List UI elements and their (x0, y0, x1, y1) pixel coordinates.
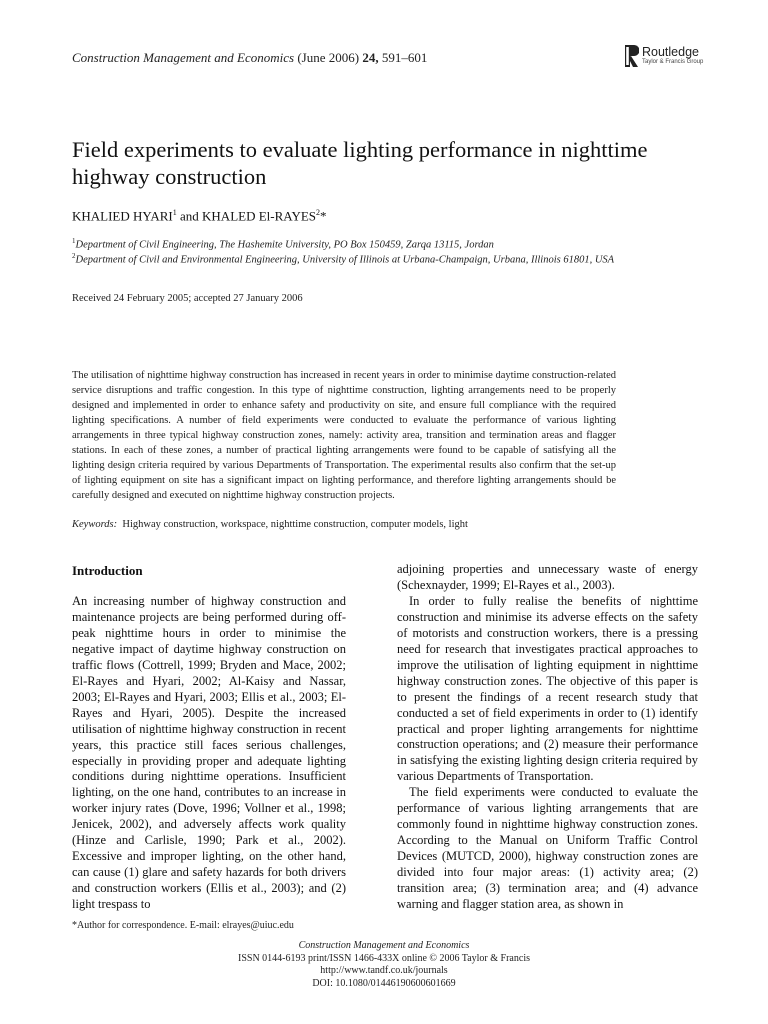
publisher-logo (624, 44, 734, 70)
journal-header (72, 50, 427, 66)
correspondence-footnote: *Author for correspondence. E-mail: elrayes@uiuc.edu (72, 920, 294, 931)
keywords-label: Keywords: (72, 519, 118, 530)
journal-name: Construction Management and Economics (72, 50, 295, 65)
author-1-affil-mark: 1 (172, 208, 177, 217)
publisher-subtitle: Taylor & Francis Group (642, 59, 704, 65)
author-conjunction: and (180, 208, 199, 224)
author-line (72, 208, 327, 224)
section-heading-introduction: Introduction (72, 563, 143, 578)
body-paragraph: An increasing number of highway construction and maintenance projects are being performed during off-peak nighttime hours in order to minimise the negative impact of daytime highway construction on traffic flows (Cottrell, 1999; Bryden and Mace, 2002; El-Rayes and Hyari, 2002; Al-Kaisy and Nassar, 2003; El-Rayes and Hyari, 2003; Ellis et al., 2003; El-Rayes and Hyari, 2005). Despite the increased utilisation of nighttime highway construction in recent years, this practice still faces serious challenges, especially in providing proper and adequate lighting conditions during nighttime operations. Insufficient lighting, on the one hand, contributes to an increase in worker injury rates (Dove, 1996; Vollner et al., 1998; Jenicek, 2002), and adversely affects work quality (Hinze and Carlisle, 1990; Park et al., 2002). Excessive and improper lighting, on the other hand, can cause (1) glare and safety hazards for both drivers and construction workers (Ellis et al., 2003); and (2) light trespass to (72, 594, 346, 912)
author-1: KHALIED HYARI (72, 208, 173, 224)
affiliation-2 (72, 249, 632, 268)
page-footer (0, 940, 768, 990)
abstract: The utilisation of nighttime highway construction has increased in recent years in order to minimise daytime construction-related service disruptions and traffic congestion. In this type of nighttime construction, lighting arrangements need to be properly designed and implemented in order to enhance safety and productivity on site, and ensure full compliance with the required lighting specifications. A number of field experiments were conducted to evaluate the performance of various lighting arrangements in three typical highway construction zones, namely: activity area, transition and termination areas and flagger stations. In each of these zones, a number of practical lighting arrangements were found to be capable of satisfying all the lighting design criteria required by various Departments of Transportation. The experimental results also confirm that the set-up of lighting equipment on site has a significant impact on lighting performance, and therefore lighting arrangements should be carefully designed and executed on nighttime highway construction projects. (72, 370, 616, 501)
affiliation-2-text: Department of Civil and Environmental Engineering, University of Illinois at Urbana-Champaign, Urbana, Illinois 61801, USA (75, 254, 615, 266)
article-title: Field experiments to evaluate lighting performance in nighttime highway construction (72, 137, 648, 189)
footer-issn: ISSN 0144-6193 print/ISSN 1466-433X online © 2006 Taylor & Francis (238, 952, 530, 964)
affiliation-1-mark: 1 (72, 237, 76, 245)
affiliation-1-text: Department of Civil Engineering, The Hashemite University, PO Box 150459, Zarqa 13115, Jordan (75, 239, 494, 251)
publisher-name: Routledge (642, 45, 699, 59)
keywords-text: Highway construction, workspace, nighttime construction, computer models, light (122, 519, 468, 530)
affiliation-2-mark: 2 (72, 252, 76, 260)
keywords (72, 519, 632, 530)
corresponding-mark: * (320, 208, 327, 224)
footer-doi: DOI: 10.1080/01446190600601669 (312, 977, 456, 989)
journal-volume: 24, (362, 50, 379, 65)
body-column-left (72, 562, 346, 913)
journal-pages: 591–601 (381, 50, 428, 65)
author-2-affil-mark: 2 (316, 208, 321, 217)
body-paragraph: The field experiments were conducted to evaluate the performance of various lighting arrangements that are commonly found in nighttime highway construction zones. According to the Manual on Uniform Traffic Control Devices (MUTCD, 2000), highway construction zones are divided into four major areas: (1) activity area; (2) transition area; (3) termination area; and (4) advance warning and flagger station area, as shown in (397, 785, 698, 912)
journal-issue: (June 2006) (297, 50, 360, 65)
author-2: KHALED El-RAYES (202, 208, 317, 224)
footer-url[interactable]: http://www.tandf.co.uk/journals (320, 965, 448, 976)
body-paragraph: In order to fully realise the benefits of nighttime construction and minimise its adverse effects on the safety of motorists and construction workers, there is a pressing need for research that investigates practical approaches to improve the utilisation of lighting equipment in nighttime highway construction zones. The objective of this paper is to present the findings of a recent research study that conducted a set of field experiments in order to (1) identify practical and proper lighting arrangements for nighttime construction operations; and (2) measure their performance in satisfying the existing lighting design criteria required by various Departments of Transportation. (397, 593, 698, 784)
body-column-right (397, 562, 698, 913)
body-paragraph: adjoining properties and unnecessary waste of energy (Schexnayder, 1999; El-Rayes et al., 2003). (397, 562, 698, 592)
routledge-logo-icon (624, 44, 639, 68)
footer-journal: Construction Management and Economics (298, 940, 470, 951)
received-dates: Received 24 February 2005; accepted 27 January 2006 (72, 293, 303, 304)
